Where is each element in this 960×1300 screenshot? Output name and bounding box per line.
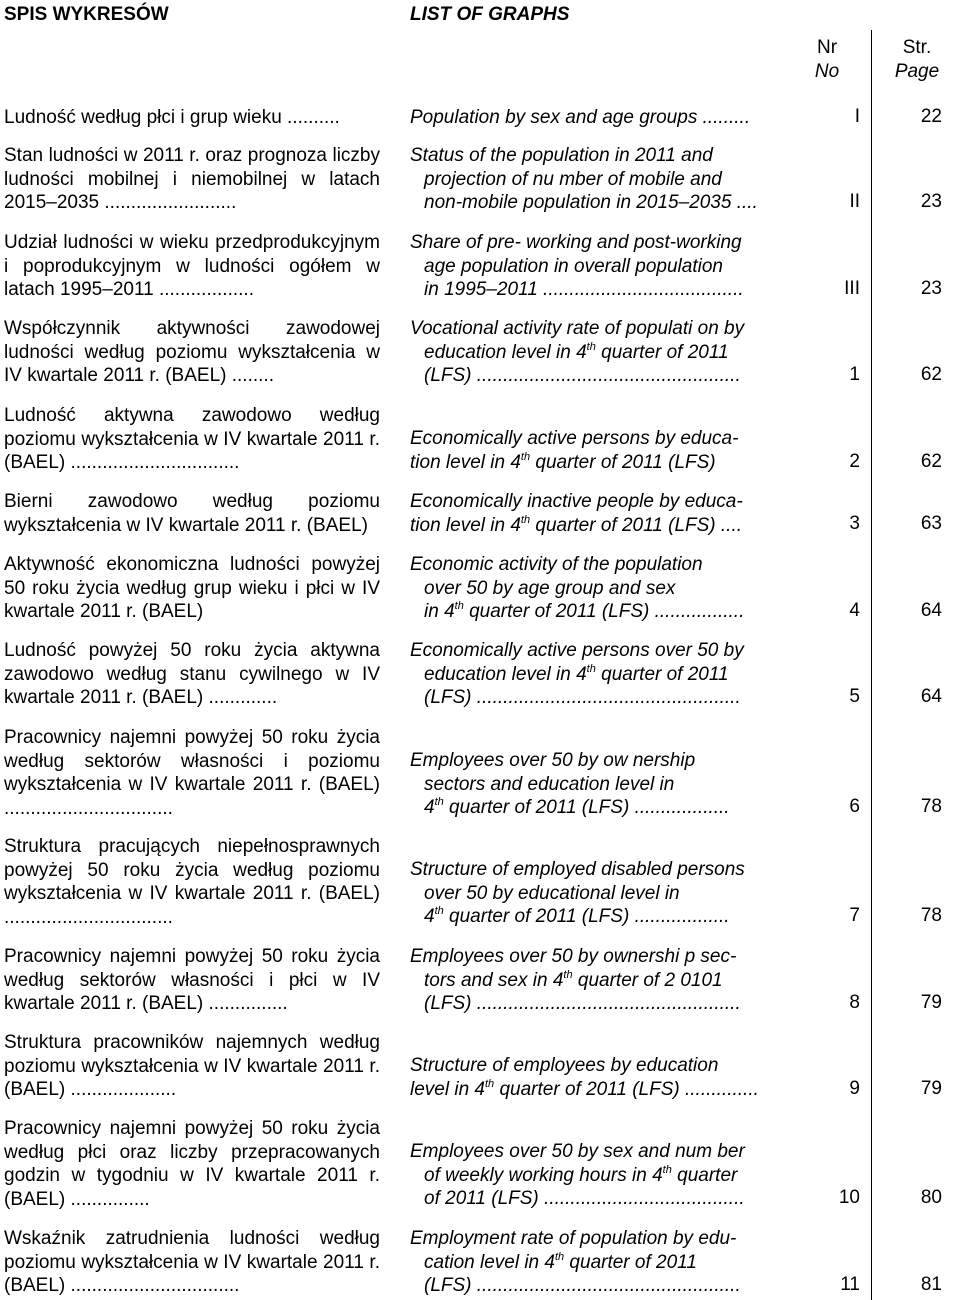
entry-number: 6 — [849, 796, 860, 817]
entry-title-en: Population by sex and age groups ......... — [410, 107, 751, 128]
entry-page: 22 — [920, 106, 942, 127]
entry-number: 7 — [849, 905, 860, 926]
entry-page: 78 — [920, 796, 942, 817]
column-header-page-en: Page — [894, 61, 940, 82]
entry-page: 63 — [920, 513, 942, 534]
entry-title-en: Status of the population in 2011 and projection of nu mber of mobile and non-mobile population in 2015–2035 .... — [410, 145, 758, 213]
entry-title-pl: Ludność według płci i grup wieku .......... — [4, 107, 340, 128]
entry-page: 23 — [920, 278, 942, 299]
entry-page: 78 — [920, 905, 942, 926]
entry-page: 62 — [920, 364, 942, 385]
entry-title-en: Employees over 50 by sex and num ber of weekly working hours in 4th quarter of 2011 (LFS) ...................................... — [410, 1141, 745, 1209]
entry-number: 1 — [849, 364, 860, 385]
entry-title-pl: Współczynnik aktywności zawodowej ludności według poziomu wykształcenia w IV kwartale 2011 r. (BAEL) ........ — [4, 318, 380, 386]
entry-number: I — [854, 106, 860, 127]
entry-number: 2 — [849, 451, 860, 472]
entry-title-en: Employment rate of population by edu- cation level in 4th quarter of 2011 (LFS) .................................................. — [410, 1228, 741, 1296]
entry-title-en: Structure of employed disabled persons over 50 by educational level in 4th quarter of 2011 (LFS) .................. — [410, 859, 745, 927]
entry-number: 11 — [840, 1274, 860, 1295]
title-polish: SPIS WYKRESÓW — [4, 4, 169, 25]
entry-page: 80 — [920, 1187, 942, 1208]
entry-number: 3 — [849, 513, 860, 534]
entry-number: 9 — [849, 1078, 860, 1099]
entry-page: 23 — [920, 191, 942, 212]
entry-title-pl: Ludność aktywna zawodowo według poziomu wykształcenia w IV kwartale 2011 r. (BAEL) ................................ — [4, 405, 380, 473]
entry-title-en: Economically active persons by educa- tion level in 4th quarter of 2011 (LFS) — [410, 428, 739, 473]
entry-title-en: Share of pre- working and post-working age population in overall population in 1995–2011 ...................................... — [410, 232, 744, 300]
title-english: LIST OF GRAPHS — [410, 4, 570, 25]
column-header-number-en: No — [814, 61, 840, 82]
entry-title-pl: Bierni zawodowo według poziomu wykształcenia w IV kwartale 2011 r. (BAEL) — [4, 491, 380, 536]
entry-title-pl: Pracownicy najemni powyżej 50 roku życia według płci oraz liczby przepracowanych godzin w tygodniu w IV kwartale 2011 r. (BAEL) ............... — [4, 1118, 380, 1210]
entry-title-en: Economically active persons over 50 by education level in 4th quarter of 2011 (LFS) .................................................. — [410, 640, 744, 708]
entry-title-en: Employees over 50 by ownershi p sec- tors and sex in 4th quarter of 2 0101 (LFS) .................................................. — [410, 946, 741, 1014]
entry-page: 81 — [920, 1274, 942, 1295]
column-header-page-pl: Str. — [902, 37, 932, 58]
entry-title-pl: Struktura pracowników najemnych według poziomu wykształcenia w IV kwartale 2011 r. (BAEL) .................... — [4, 1032, 380, 1100]
entry-title-en: Vocational activity rate of populati on by education level in 4th quarter of 2011 (LFS) .................................................. — [410, 318, 745, 386]
entry-page: 79 — [920, 992, 942, 1013]
entry-page: 64 — [920, 686, 942, 707]
entry-title-pl: Wskaźnik zatrudnienia ludności według poziomu wykształcenia w IV kwartale 2011 r. (BAEL) ................................ — [4, 1228, 380, 1296]
entry-number: 10 — [838, 1187, 860, 1208]
entry-title-pl: Struktura pracujących niepełnosprawnych powyżej 50 roku życia według poziomu wykształcenia w IV kwartale 2011 r. (BAEL) ................................ — [4, 836, 380, 928]
entry-title-pl: Udział ludności w wieku przedprodukcyjnym i poprodukcyjnym w ludności ogółem w latach 1995–2011 .................. — [4, 232, 380, 300]
entry-title-pl: Pracownicy najemni powyżej 50 roku życia według sektorów własności i płci w IV kwartale 2011 r. (BAEL) ............... — [4, 946, 380, 1014]
entry-page: 79 — [920, 1078, 942, 1099]
entry-title-en: Structure of employees by education level in 4th quarter of 2011 (LFS) .............. — [410, 1055, 759, 1100]
entry-title-en: Economically inactive people by educa- tion level in 4th quarter of 2011 (LFS) .... — [410, 491, 743, 536]
column-header-page — [877, 36, 957, 84]
entry-title-pl: Aktywność ekonomiczna ludności powyżej 50 roku życia według grup wieku i płci w IV kwartale 2011 r. (BAEL) — [4, 554, 380, 622]
entry-page: 64 — [920, 600, 942, 621]
column-header-number-pl: Nr — [816, 37, 838, 58]
entry-number: 8 — [849, 992, 860, 1013]
entry-title-en: Employees over 50 by ow nership sectors and education level in 4th quarter of 2011 (LFS) .................. — [410, 750, 730, 818]
entry-number: 4 — [849, 600, 860, 621]
column-header-number — [787, 36, 867, 84]
entry-number: 5 — [849, 686, 860, 707]
entry-title-pl: Pracownicy najemni powyżej 50 roku życia według sektorów własności i poziomu wykształcenia w IV kwartale 2011 r. (BAEL) ................................ — [4, 727, 380, 819]
entry-title-en: Economic activity of the population over 50 by age group and sex in 4th quarter of 2011 (LFS) ................. — [410, 554, 745, 622]
entry-title-pl: Stan ludności w 2011 r. oraz prognoza liczby ludności mobilnej i niemobilnej w latach 2015–2035 ......................... — [4, 145, 380, 213]
entry-number: III — [844, 278, 860, 299]
column-divider — [871, 30, 872, 1300]
entry-number: II — [849, 191, 860, 212]
entry-title-pl: Ludność powyżej 50 roku życia aktywna zawodowo według stanu cywilnego w IV kwartale 2011 r. (BAEL) ............. — [4, 640, 380, 708]
entry-page: 62 — [920, 451, 942, 472]
